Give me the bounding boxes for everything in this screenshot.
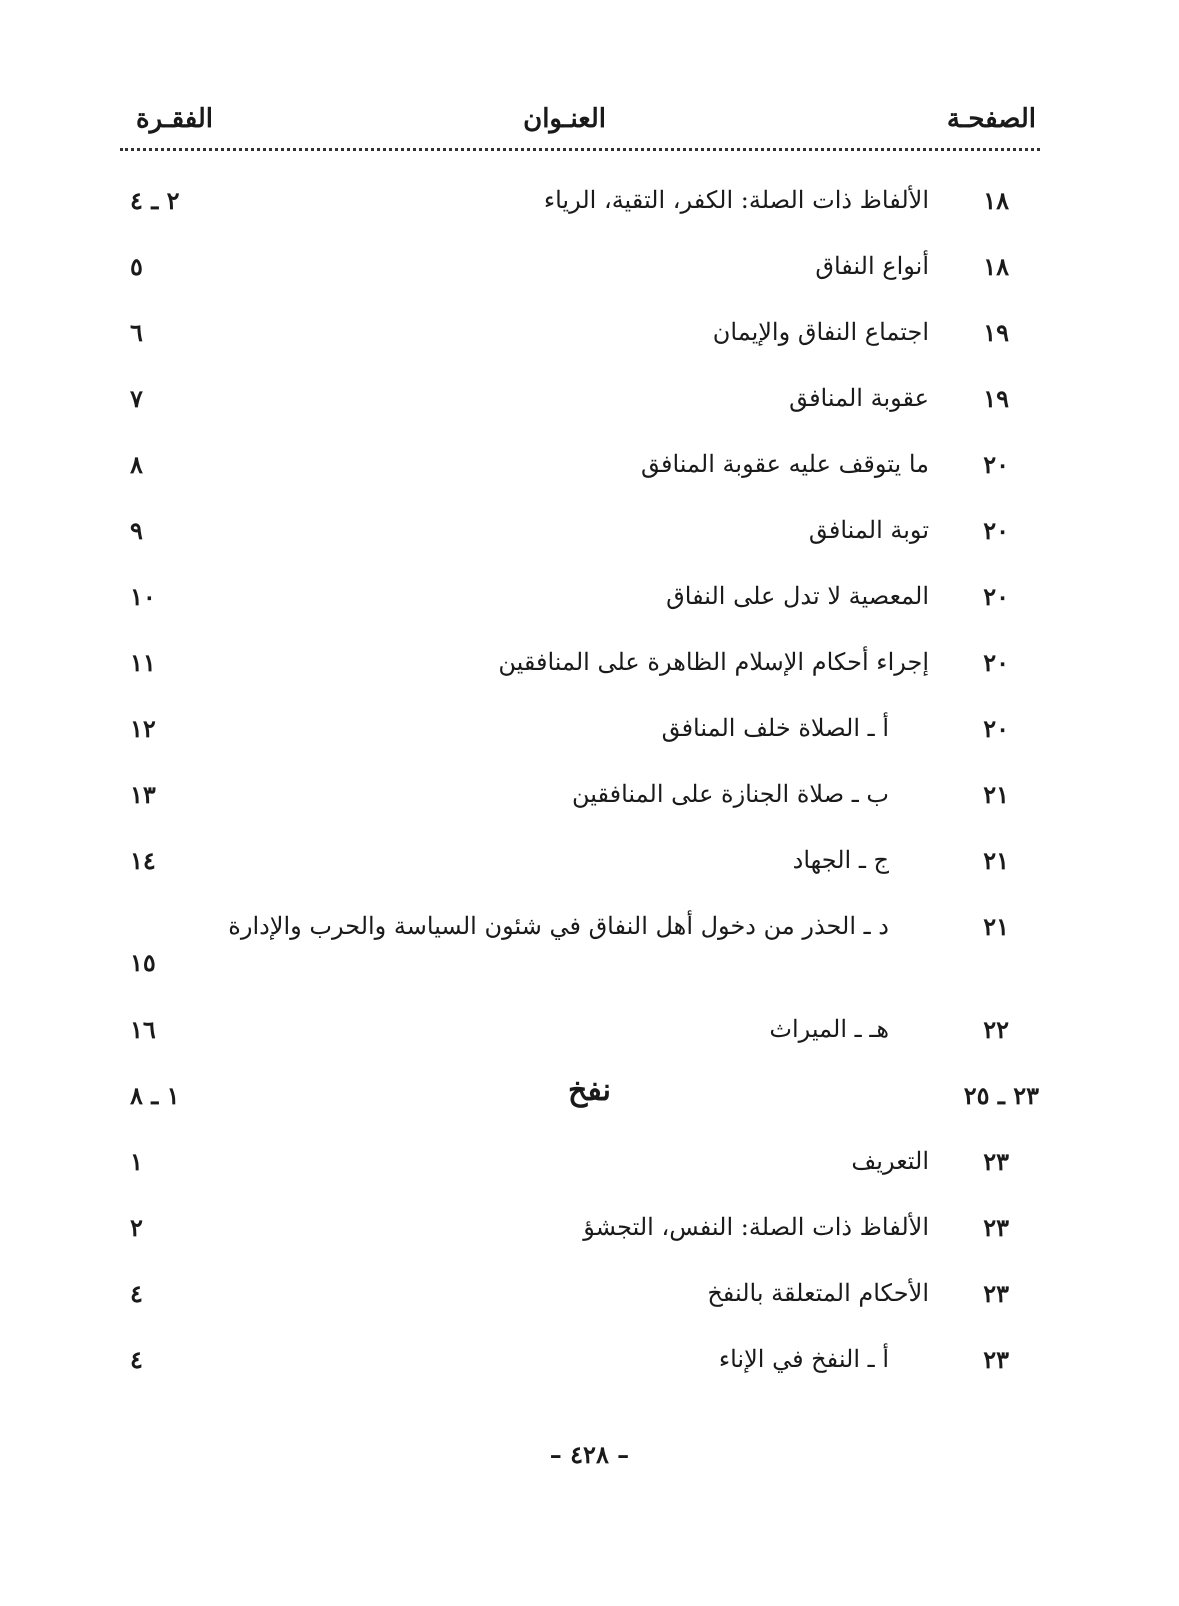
row-page: ٢٠ [983,450,1009,479]
row-title: الأحكام المتعلقة بالنفخ [707,1279,929,1307]
section-heading: نفخ [568,1073,611,1108]
row-title: ج ـ الجهاد [792,846,889,874]
header-page-label: الصفحـة [946,104,1036,134]
row-paragraph: ١٣ [130,780,156,809]
index-row [0,502,1179,568]
index-row [0,238,1179,304]
row-page: ٢٣ [983,1213,1009,1242]
row-title: أنواع النفاق [815,252,929,280]
row-page: ١٩ [983,318,1009,347]
row-paragraph: ٩ [130,516,143,545]
table-header [136,104,1036,144]
header-title-label: العنـوان [523,104,606,134]
row-page: ١٨ [983,186,1009,215]
row-paragraph: ١٦ [130,1015,156,1044]
row-title: أ ـ الصلاة خلف المنافق [661,714,889,742]
row-paragraph: ٤ [130,1345,143,1374]
row-paragraph: ٦ [130,318,143,347]
row-paragraph: ٤ [130,1279,143,1308]
row-page: ١٨ [983,252,1009,281]
row-page: ٢١ [983,780,1009,809]
row-title: التعريف [851,1147,929,1175]
index-row [0,766,1179,832]
row-paragraph: ١٤ [130,846,156,875]
row-page: ٢٠ [983,516,1009,545]
row-page: ٢٠ [983,714,1009,743]
row-paragraph: ١ ـ ٨ [130,1081,180,1110]
index-row [0,436,1179,502]
index-row [0,568,1179,634]
row-paragraph: ١٥ [130,948,156,977]
row-paragraph: ٨ [130,450,143,479]
row-paragraph: ١٠ [130,582,156,611]
index-row [0,1265,1179,1331]
row-paragraph: ٥ [130,252,143,281]
row-page: ٢٠ [983,582,1009,611]
row-title: الألفاظ ذات الصلة: النفس، التجشؤ [583,1213,929,1241]
row-title: اجتماع النفاق والإيمان [712,318,929,346]
index-row [0,1001,1179,1067]
index-row [0,700,1179,766]
row-page: ٢٠ [983,648,1009,677]
row-title: ما يتوقف عليه عقوبة المنافق [641,450,929,478]
index-row [0,1331,1179,1397]
row-title: عقوبة المنافق [789,384,929,412]
row-title: الألفاظ ذات الصلة: الكفر، التقية، الرياء [543,186,929,214]
index-row [0,1199,1179,1265]
row-page: ٢٣ ـ ٢٥ [963,1081,1039,1110]
index-row [0,172,1179,238]
row-title: توبة المنافق [808,516,929,544]
row-page: ٢١ [983,846,1009,875]
row-title: ب ـ صلاة الجنازة على المنافقين [571,780,889,808]
row-paragraph: ١١ [130,648,156,677]
row-title: إجراء أحكام الإسلام الظاهرة على المنافقين [498,648,929,676]
index-row [0,1133,1179,1199]
page-number: – ٤٢٨ – [549,1440,630,1469]
row-title: د ـ الحذر من دخول أهل النفاق في شئون السياسة والحرب والإدارة [228,912,889,940]
index-row [0,634,1179,700]
dotted-divider [120,148,1040,151]
index-row [0,832,1179,898]
row-page: ١٩ [983,384,1009,413]
index-list [0,172,1179,1397]
header-paragraph-label: الفقـرة [136,104,214,134]
row-paragraph: ١ [130,1147,143,1176]
row-paragraph: ٢ [130,1213,143,1242]
index-row [0,898,1179,1001]
row-title: المعصية لا تدل على النفاق [666,582,929,610]
row-page: ٢٣ [983,1147,1009,1176]
section-heading-row [0,1067,1179,1133]
row-page: ٢١ [983,912,1009,941]
row-paragraph: ١٢ [130,714,156,743]
index-row [0,304,1179,370]
row-page: ٢٣ [983,1345,1009,1374]
index-row [0,370,1179,436]
row-title: هـ ـ الميراث [769,1015,889,1043]
row-page: ٢٢ [983,1015,1009,1044]
row-page: ٢٣ [983,1279,1009,1308]
row-paragraph: ٧ [130,384,143,413]
row-paragraph: ٢ ـ ٤ [130,186,180,215]
row-title: أ ـ النفخ في الإناء [718,1345,889,1373]
